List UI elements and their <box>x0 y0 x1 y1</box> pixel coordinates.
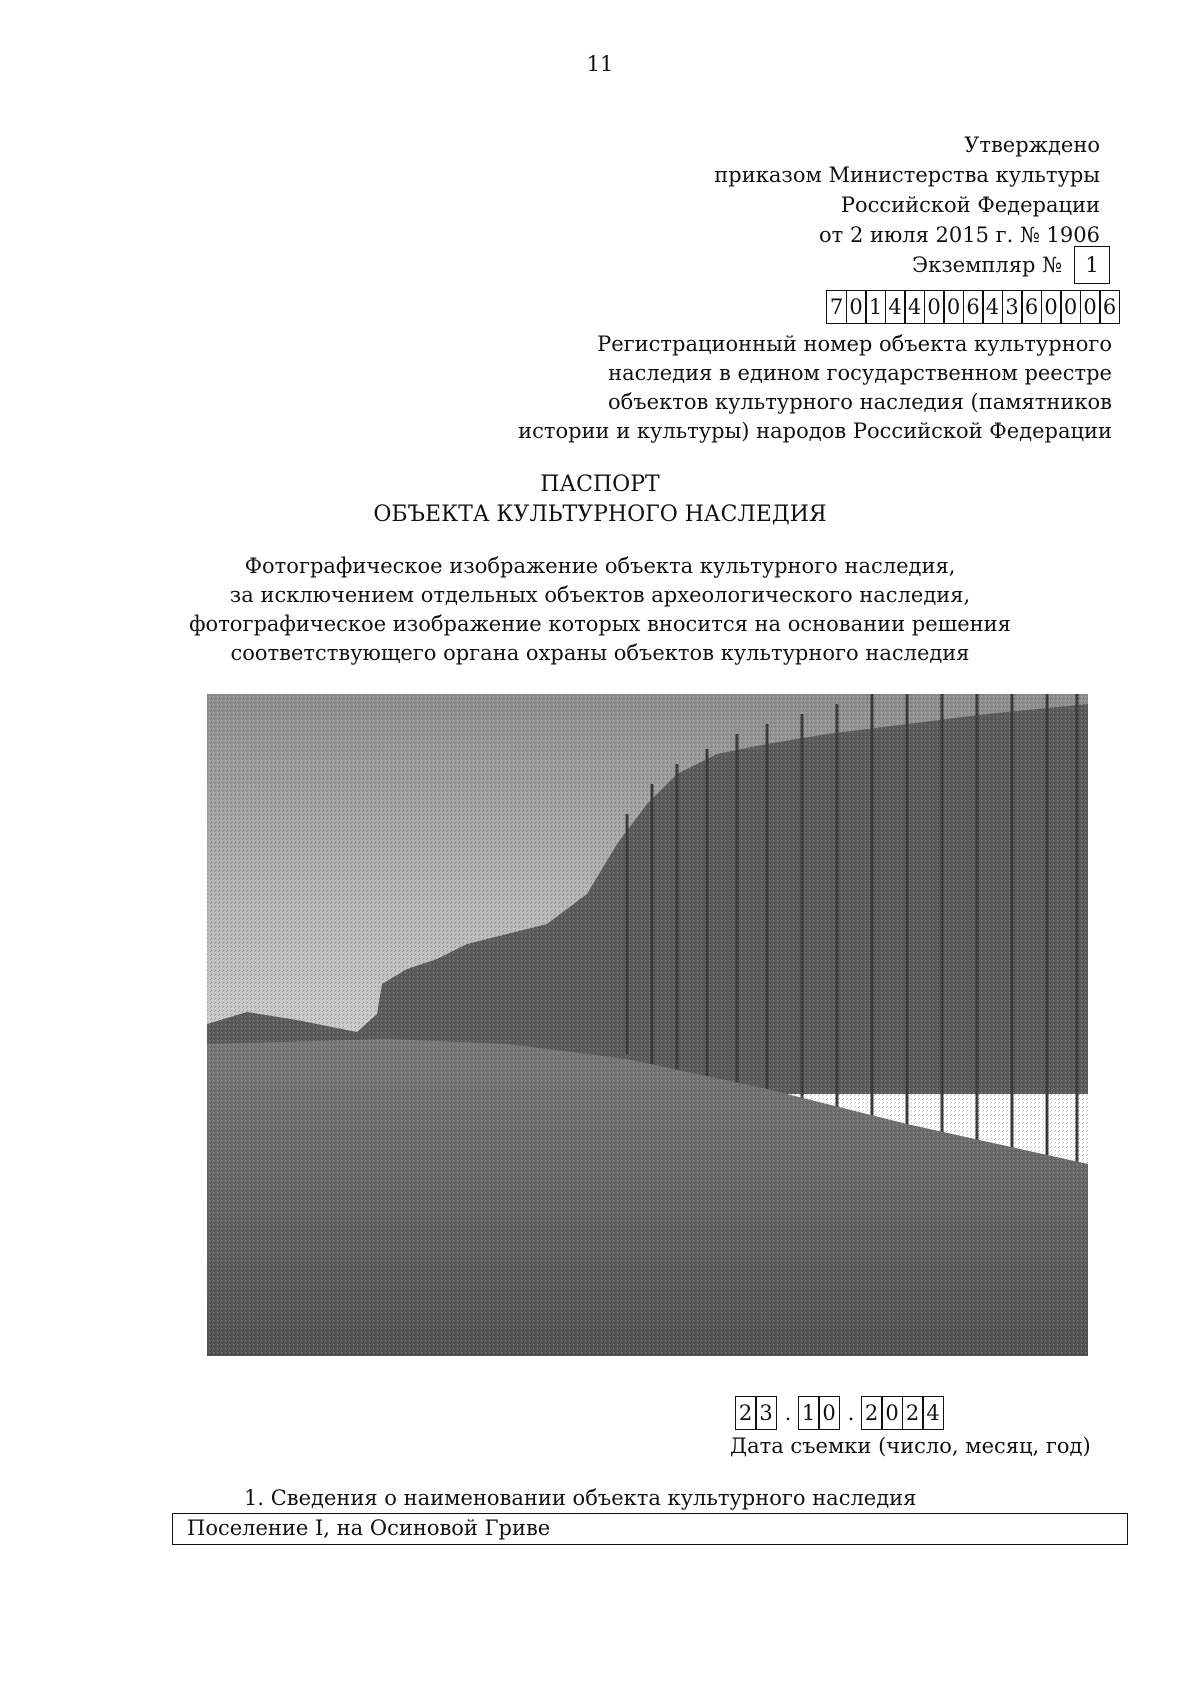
approval-line: Российской Федерации <box>840 193 1100 217</box>
registration-caption-line: истории и культуры) народов Российской Федерации <box>518 419 1112 443</box>
section-1-heading: 1. Сведения о наименовании объекта культурного наследия <box>244 1486 917 1510</box>
date-year-cell: 2 <box>902 1396 924 1430</box>
registration-number-cells <box>828 290 1121 324</box>
shoot-date-cells <box>736 1396 944 1430</box>
registration-digit-cell: 0 <box>846 290 867 324</box>
date-month-cell: 1 <box>798 1396 820 1430</box>
approval-line: приказом Министерства культуры <box>714 163 1100 187</box>
registration-digit-cell: 4 <box>904 290 925 324</box>
registration-digit-cell: 4 <box>982 290 1003 324</box>
photo-caption-line: соответствующего органа охраны объектов культурного наследия <box>230 641 970 665</box>
copy-number-box: 1 <box>1074 246 1110 284</box>
date-year-cell: 2 <box>861 1396 883 1430</box>
registration-digit-cell: 0 <box>924 290 945 324</box>
photo-caption-line: Фотографическое изображение объекта культурного наследия, <box>244 554 956 578</box>
photo-grain-overlay <box>207 694 1088 1356</box>
date-day-cell: 3 <box>755 1396 777 1430</box>
registration-caption-line: Регистрационный номер объекта культурного <box>597 332 1112 356</box>
registration-digit-cell: 0 <box>943 290 964 324</box>
approval-line: от 2 июля 2015 г. № 1906 <box>819 223 1100 247</box>
date-year-cell: 4 <box>922 1396 944 1430</box>
photo-caption <box>0 552 1200 668</box>
registration-caption-line: наследия в едином государственном реестре <box>608 361 1112 385</box>
registration-digit-cell: 4 <box>885 290 906 324</box>
page-number: 11 <box>586 52 614 76</box>
title-line: ПАСПОРТ <box>540 472 660 497</box>
registration-digit-cell: 6 <box>963 290 984 324</box>
date-day-cell: 2 <box>735 1396 757 1430</box>
date-year-cell: 0 <box>881 1396 903 1430</box>
copy-number-row <box>912 246 1110 284</box>
approval-stamp <box>500 130 1100 250</box>
registration-caption <box>412 330 1112 446</box>
date-month-cell: 0 <box>818 1396 840 1430</box>
photo-caption-line: за исключением отдельных объектов археологического наследия, <box>229 583 971 607</box>
registration-digit-cell: 6 <box>1099 290 1120 324</box>
registration-digit-cell: 7 <box>826 290 847 324</box>
object-name-field: Поселение I, на Осиновой Гриве <box>172 1513 1128 1545</box>
registration-digit-cell: 0 <box>1060 290 1081 324</box>
copy-number-label: Экземпляр № <box>912 253 1062 277</box>
date-separator: . <box>784 1401 792 1425</box>
approval-line: Утверждено <box>964 133 1100 157</box>
registration-digit-cell: 0 <box>1080 290 1101 324</box>
registration-caption-line: объектов культурного наследия (памятников <box>608 390 1112 414</box>
registration-digit-cell: 3 <box>1002 290 1023 324</box>
registration-digit-cell: 0 <box>1041 290 1062 324</box>
registration-digit-cell: 1 <box>865 290 886 324</box>
registration-digit-cell: 6 <box>1021 290 1042 324</box>
site-photo <box>207 694 1088 1356</box>
document-title <box>0 470 1200 530</box>
title-line: ОБЪЕКТА КУЛЬТУРНОГО НАСЛЕДИЯ <box>373 502 827 527</box>
date-separator: . <box>847 1401 855 1425</box>
shoot-date-caption: Дата съемки (число, месяц, год) <box>730 1434 1091 1458</box>
photo-caption-line: фотографическое изображение которых вносится на основании решения <box>189 612 1011 636</box>
